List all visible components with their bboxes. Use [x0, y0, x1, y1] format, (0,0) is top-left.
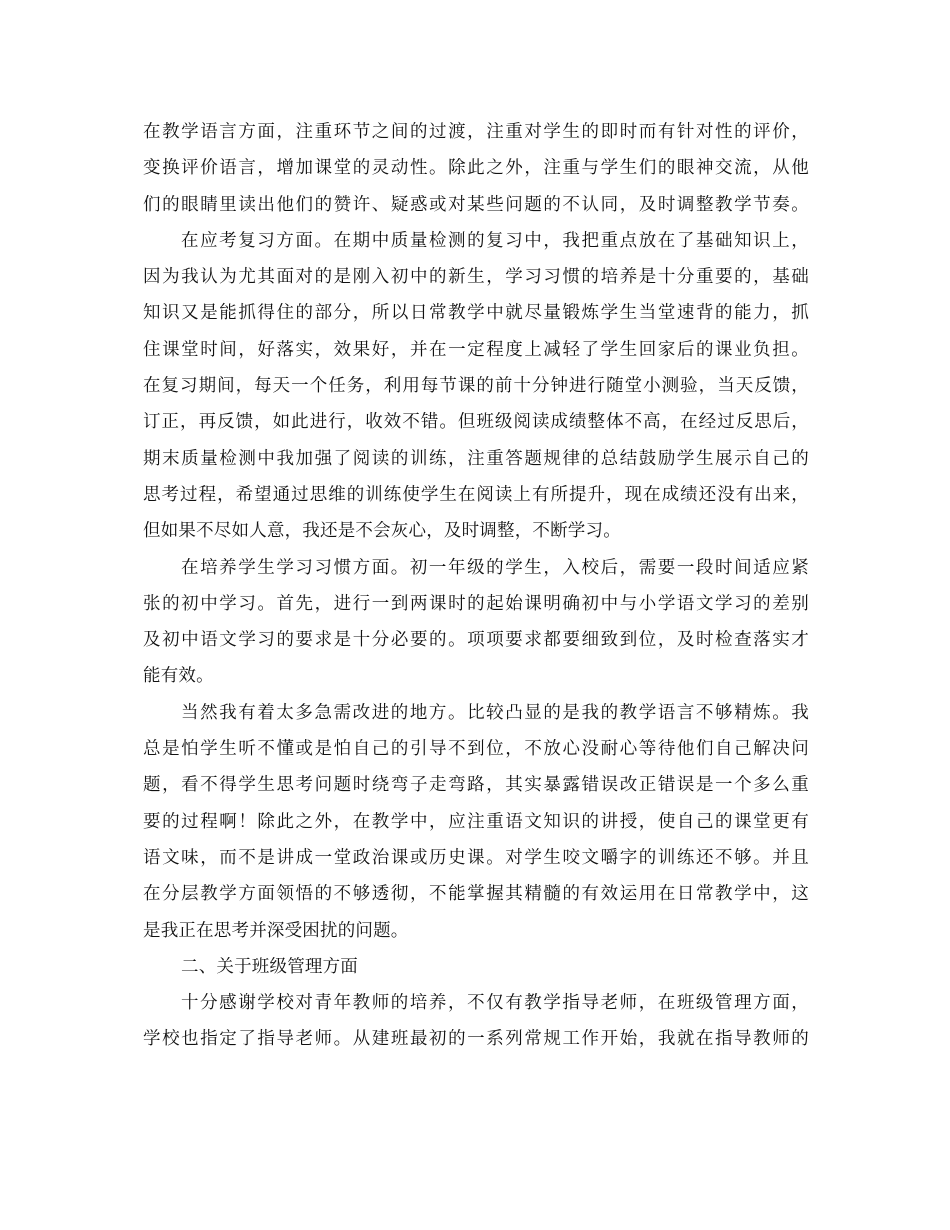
text-line: 总是怕学生听不懂或是怕自己的引导不到位，不放心没耐心等待他们自己解决问 [143, 739, 809, 760]
text-line: 是我正在思考并深受困扰的问题。 [143, 920, 409, 941]
text-line: 语文味，而不是讲成一堂政治课或历史课。对学生咬文嚼字的训练还不够。并且 [143, 847, 809, 868]
text-line: 在培养学生学习习惯方面。初一年级的学生，入校后，需要一段时间适应紧 [181, 557, 809, 578]
section-heading: 二、关于班级管理方面 [181, 956, 358, 977]
text-line: 订正，再反馈，如此进行，收效不错。但班级阅读成绩整体不高，在经过反思后， [143, 412, 809, 433]
text-line: 们的眼睛里读出他们的赞许、疑惑或对某些问题的不认同，及时调整教学节奏。 [143, 194, 809, 215]
text-line: 因为我认为尤其面对的是刚入初中的新生，学习习惯的培养是十分重要的，基础 [143, 267, 809, 288]
text-line: 要的过程啊！除此之外，在教学中，应注重语文知识的讲授，使自己的课堂更有 [143, 811, 809, 832]
text-line: 变换评价语言，增加课堂的灵动性。除此之外，注重与学生们的眼神交流，从他 [143, 158, 809, 179]
text-line: 当然我有着太多急需改进的地方。比较凸显的是我的教学语言不够精炼。我 [181, 702, 809, 723]
paragraph-exam-review [143, 223, 809, 550]
text-line: 在复习期间，每天一个任务，利用每节课的前十分钟进行随堂小测验，当天反馈， [143, 376, 809, 397]
paragraph-class-management [143, 985, 809, 1058]
text-line: 及初中语文学习的要求是十分必要的。项项要求都要细致到位，及时检查落实才 [143, 630, 809, 651]
paragraph-study-habits [143, 550, 809, 695]
text-line: 题，看不得学生思考问题时绕弯子走弯路，其实暴露错误改正错误是一个多么重 [143, 775, 809, 796]
text-line: 在应考复习方面。在期中质量检测的复习中，我把重点放在了基础知识上， [181, 230, 809, 251]
text-line: 知识又是能抓得住的部分，所以日常教学中就尽量锻炼学生当堂速背的能力，抓 [143, 303, 809, 324]
text-line: 但如果不尽如人意，我还是不会灰心，及时调整，不断学习。 [143, 521, 621, 542]
text-line: 在分层教学方面领悟的不够透彻，不能掌握其精髓的有效运用在日常教学中，这 [143, 884, 809, 905]
text-line: 学校也指定了指导老师。从建班最初的一系列常规工作开始，我就在指导教师的 [143, 1029, 809, 1050]
section-heading-class-management [143, 949, 809, 985]
text-line: 住课堂时间，好落实，效果好，并在一定程度上减轻了学生回家后的课业负担。 [143, 339, 809, 360]
document-body [143, 114, 809, 1058]
text-line: 在教学语言方面，注重环节之间的过渡，注重对学生的即时而有针对性的评价， [143, 122, 809, 142]
paragraph-teaching-language [143, 114, 809, 223]
text-line: 张的初中学习。首先，进行一到两课时的起始课明确初中与小学语文学习的差别 [143, 593, 809, 614]
text-line: 能有效。 [143, 666, 214, 687]
text-line: 思考过程，希望通过思维的训练使学生在阅读上有所提升，现在成绩还没有出来， [143, 484, 809, 505]
text-line: 期末质量检测中我加强了阅读的训练，注重答题规律的总结鼓励学生展示自己的 [143, 448, 809, 469]
text-line: 十分感谢学校对青年教师的培养，不仅有教学指导老师，在班级管理方面， [181, 993, 809, 1014]
paragraph-improvement [143, 695, 809, 949]
